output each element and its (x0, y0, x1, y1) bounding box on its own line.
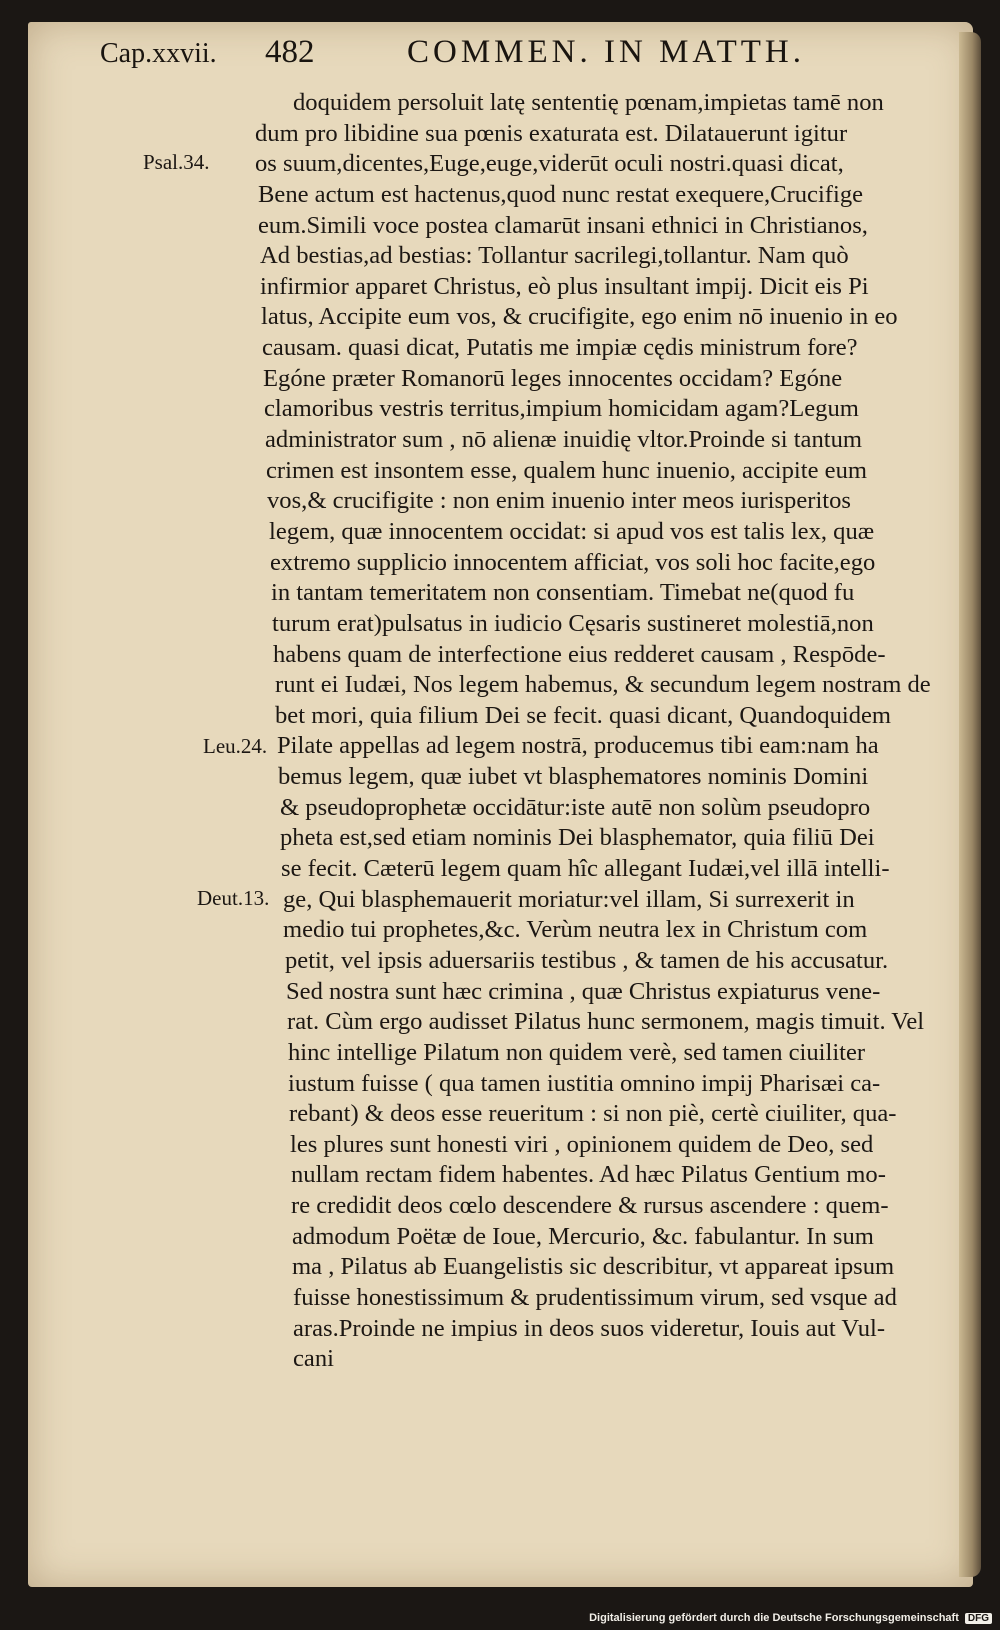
text-line: les plures sunt honesti viri , opinionem quidem de Deo, sed (290, 1130, 874, 1158)
text-line: bet mori, quia filium Dei se fecit. quasi dicant, Quandoquidem (275, 701, 892, 729)
text-line: Sed nostra sunt hæc crimina , quæ Christus expiaturus vene- (286, 977, 881, 1005)
text-line: se fecit. Cæterū legem quam hîc allegant Iudæi,vel illā intelli- (281, 855, 890, 883)
text-line: ma , Pilatus ab Euangelistis sic describitur, vt appareat ipsum (292, 1253, 895, 1281)
text-line: fuisse honestissimum & prudentissimum virum, sed vsque ad (293, 1283, 897, 1311)
margin-ref-psalm: Psal.34. (143, 150, 210, 174)
page-gutter (959, 32, 981, 1577)
text-line: turum erat)pulsatus in iudicio Cęsaris sustineret molestiā,non (272, 609, 874, 637)
text-line: Pilate appellas ad legem nostrā, producemus tibi eam:nam ha (277, 732, 879, 760)
text-line: rebant) & deos esse reueritum : si non piè, certè ciuiliter, qua- (289, 1100, 897, 1128)
text-line: crimen est insontem esse, qualem hunc inuenio, accipite eum (266, 456, 867, 484)
text-line: bemus legem, quæ iubet vt blasphematores nominis Domini (278, 763, 869, 791)
text-line: iustum fuisse ( qua tamen iustitia omnino impij Pharisæi ca- (288, 1069, 881, 1097)
text-line: eum.Simili voce postea clamarūt insani ethnici in Christianos, (258, 211, 868, 239)
text-line: ge, Qui blasphemauerit moriatur:vel illam, Si surrexerit in (283, 885, 855, 913)
text-line: pheta est,sed etiam nominis Dei blasphemator, quia filiū Dei (280, 824, 875, 852)
text-line: Ad bestias,ad bestias: Tollantur sacrilegi,tollantur. Nam quò (260, 242, 849, 270)
text-line: clamoribus vestris territus,impium homicidam agam?Legum (264, 395, 859, 423)
chapter-label: Cap.xxvii. (100, 38, 217, 69)
text-line: hinc intellige Pilatum non quidem verè, sed tamen ciuiliter (288, 1038, 866, 1066)
text-line: administrator sum , nō alienæ inuidię vltor.Proinde si tantum (265, 426, 863, 454)
text-line: legem, quæ innocentem occidat: si apud vos est talis lex, quæ (269, 517, 875, 545)
text-line: infirmior apparet Christus, eò plus insultant impij. Dicit eis Pi (260, 272, 869, 300)
text-line: nullam rectam fidem habentes. Ad hæc Pilatus Gentium mo- (291, 1161, 886, 1189)
text-line: Egóne præter Romanorū leges innocentes occidam? Egóne (263, 364, 843, 392)
footer-text: Digitalisierung gefördert durch die Deutsche Forschungsgemeinschaft (589, 1612, 959, 1624)
dfg-logo: DFG (965, 1613, 992, 1624)
text-line: re credidit deos cœlo descendere & rursus ascendere : quem- (291, 1192, 889, 1220)
page-number: 482 (265, 34, 315, 70)
text-line: doquidem persoluit latę sententię pœnam,impietas tamē non (293, 89, 884, 116)
text-line: cani (293, 1345, 334, 1373)
text-line: in tantam temeritatem non consentiam. Timebat ne(quod fu (271, 579, 855, 607)
running-header (100, 34, 890, 78)
footer-credit (589, 1612, 992, 1624)
text-line: latus, Accipite eum vos, & crucifigite, ego enim nō inuenio in eo (261, 303, 898, 331)
margin-ref-leviticus: Leu.24. (203, 734, 268, 758)
text-line: & pseudoprophetæ occidātur:iste autē non solùm pseudopro (280, 793, 871, 821)
text-line: extremo supplicio innocentem afficiat, vos soli hoc facite,ego (270, 548, 876, 576)
margin-ref-deuteronomy: Deut.13. (197, 886, 270, 910)
text-line: aras.Proinde ne impius in deos suos videretur, Iouis aut Vul- (293, 1314, 886, 1342)
text-line: Bene actum est hactenus,quod nunc restat exequere,Crucifige (258, 180, 864, 208)
text-line: petit, vel ipsis aduersariis testibus , & tamen de his accusatur. (285, 946, 889, 974)
text-line: habens quam de interfectione eius redderet causam , Respōde- (273, 640, 886, 668)
text-line: runt ei Iudæi, Nos legem habemus, & secundum legem nostram de (275, 671, 931, 699)
text-line: os suum,dicentes,Euge,euge,viderūt oculi nostri.quasi dicat, (255, 150, 844, 178)
text-line: dum pro libidine sua pœnis exaturata est. Dilatauerunt igitur (255, 119, 848, 147)
text-line: vos,& crucifigite : non enim inuenio inter meos iurisperitos (267, 487, 851, 515)
text-line: admodum Poëtæ de Ioue, Mercurio, &c. fabulantur. In sum (292, 1222, 874, 1250)
text-line: medio tui prophetes,&c. Verùm neutra lex in Christum com (283, 916, 868, 944)
text-line: rat. Cùm ergo audisset Pilatus hunc sermonem, magis timuit. Vel (287, 1008, 925, 1036)
text-line: causam. quasi dicat, Putatis me impiæ cędis ministrum fore? (262, 334, 858, 362)
body-text (255, 88, 955, 1375)
running-title: COMMEN. IN MATTH. (407, 34, 805, 70)
